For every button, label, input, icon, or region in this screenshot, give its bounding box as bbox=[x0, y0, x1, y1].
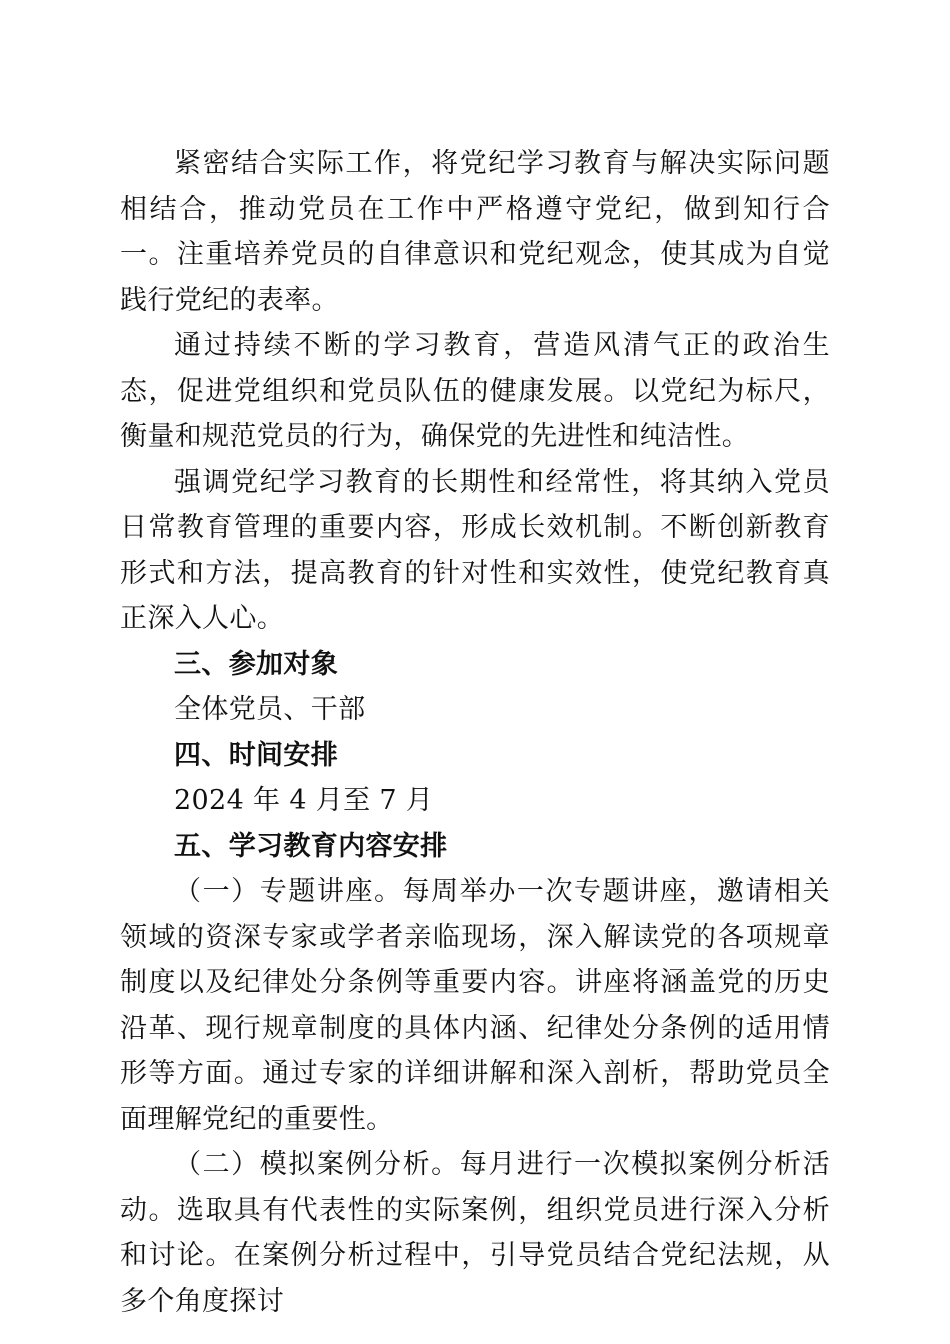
section-heading-participants: 三、参加对象 bbox=[174, 648, 339, 680]
paragraph-long-term-mechanism: 强调党纪学习教育的长期性和经常性，将其纳入党员日常教育管理的重要内容，形成长效机制。不断创新教育形式和方法，提高教育的针对性和实效性，使党纪教育真正深入人心。 bbox=[120, 466, 830, 634]
schedule-text: 2024 年 4 月至 7 月 bbox=[174, 785, 434, 816]
content-item-case-analysis: （二）模拟案例分析。每月进行一次模拟案例分析活动。选取具有代表性的实际案例，组织党员进行深入分析和讨论。在案例分析过程中，引导党员结合党纪法规，从多个角度探讨 bbox=[120, 1149, 830, 1317]
content-item-lecture: （一）专题讲座。每周举办一次专题讲座，邀请相关领域的资深专家或学者亲临现场，深入解读党的各项规章制度以及纪律处分条例等重要内容。讲座将涵盖党的历史沿革、现行规章制度的具体内涵、纪律处分条例的适用情形等方面。通过专家的详细讲解和深入剖析，帮助党员全面理解党纪的重要性。 bbox=[120, 876, 830, 1135]
section-heading-schedule: 四、时间安排 bbox=[174, 739, 339, 771]
paragraph-practice: 紧密结合实际工作，将党纪学习教育与解决实际问题相结合，推动党员在工作中严格遵守党纪，做到知行合一。注重培养党员的自律意识和党纪观念，使其成为自觉践行党纪的表率。 bbox=[120, 148, 830, 316]
paragraph-continuous-education: 通过持续不断的学习教育，营造风清气正的政治生态，促进党组织和党员队伍的健康发展。以党纪为标尺，衡量和规范党员的行为，确保党的先进性和纯洁性。 bbox=[120, 330, 830, 452]
section-heading-content-arrangement: 五、学习教育内容安排 bbox=[174, 830, 448, 862]
participants-text: 全体党员、干部 bbox=[174, 694, 366, 725]
document-body bbox=[120, 141, 830, 1324]
